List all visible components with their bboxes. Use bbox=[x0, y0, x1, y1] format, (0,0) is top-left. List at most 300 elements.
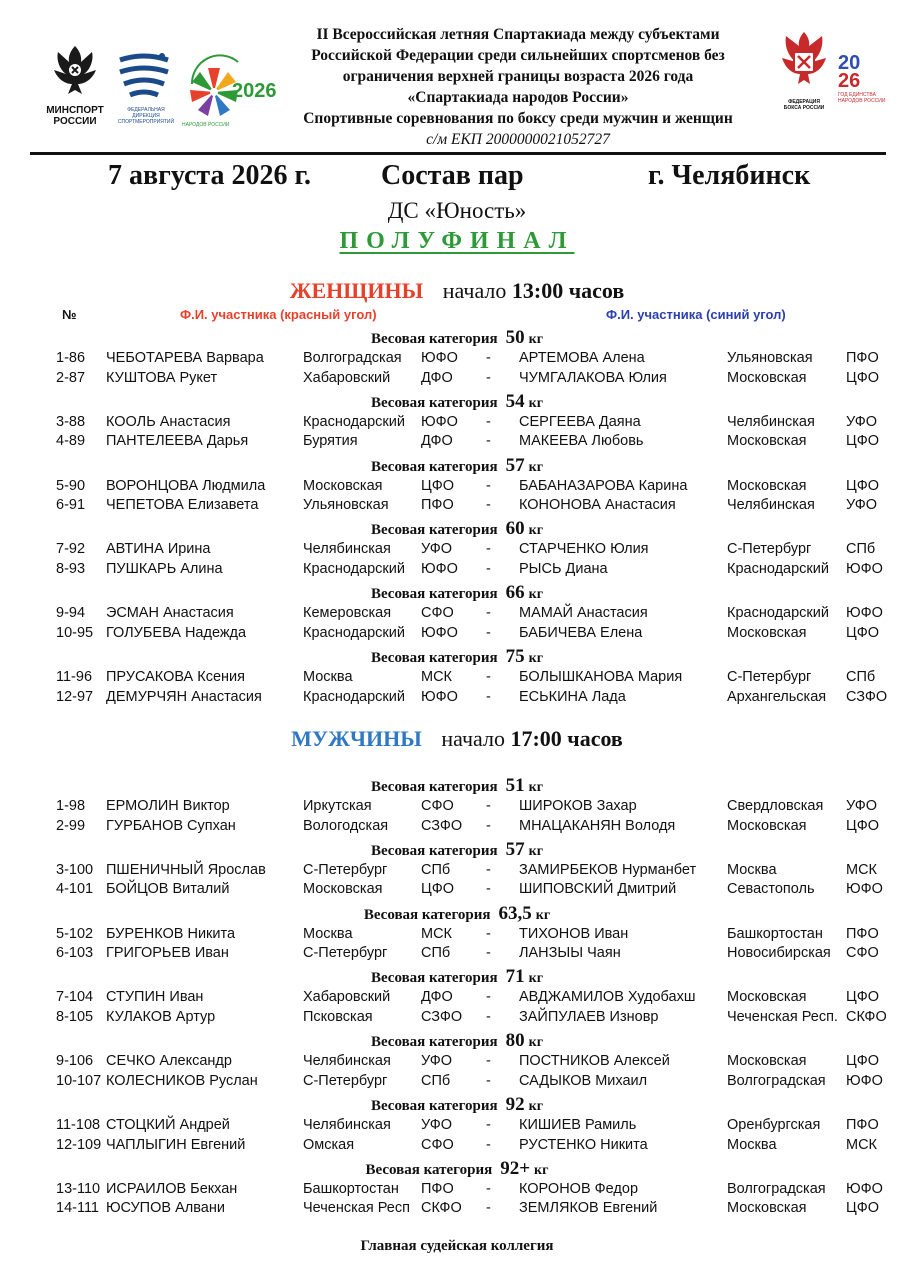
weight-category-heading bbox=[0, 391, 914, 413]
red-corner-region: Омская bbox=[303, 1136, 355, 1153]
blue-corner-region: Краснодарский bbox=[727, 560, 829, 577]
versus-dash: - bbox=[486, 881, 491, 898]
weight-category-heading bbox=[0, 518, 914, 540]
year-2026-logo bbox=[838, 54, 890, 104]
red-corner-district: СФО bbox=[421, 798, 454, 814]
men-start-time: 17:00 часов bbox=[510, 726, 623, 751]
blue-corner-athlete: БОЛЫШКАНОВА Мария bbox=[519, 669, 683, 685]
versus-dash: - bbox=[486, 1180, 491, 1197]
red-corner-district: УФО bbox=[421, 1053, 453, 1070]
weight-category-label: Весовая категория bbox=[370, 458, 498, 475]
blue-corner-athlete: КОНОНОВА Анастасия bbox=[519, 497, 676, 514]
red-corner-region: Московская bbox=[303, 477, 383, 494]
men-title: МУЖЧИНЫ bbox=[291, 726, 422, 751]
red-corner-district: УФО bbox=[421, 1117, 453, 1133]
blue-corner-region: Волгоградская bbox=[727, 1072, 826, 1089]
versus-dash: - bbox=[486, 560, 491, 577]
blue-corner-district: СЗФО bbox=[846, 688, 888, 705]
red-corner-district: ЮФО bbox=[421, 560, 458, 577]
versus-dash: - bbox=[486, 350, 491, 366]
spartakiad-ring-text: НАРОДОВ РОССИИ bbox=[182, 122, 230, 128]
blue-corner-region: Архангельская bbox=[727, 688, 827, 705]
header-line-1: II Всероссийская летняя Спартакиада между субъектами bbox=[316, 26, 720, 43]
weight-value: 60 bbox=[505, 518, 525, 540]
blue-corner-athlete: РЫСЬ Диана bbox=[519, 560, 608, 577]
blue-corner-athlete: СТАРЧЕНКО Юлия bbox=[519, 541, 649, 558]
blue-corner-district: ПФО bbox=[846, 350, 879, 366]
blue-corner-district: ЮФО bbox=[846, 881, 883, 898]
bout-row bbox=[0, 1198, 914, 1218]
versus-dash: - bbox=[486, 861, 491, 878]
red-corner-athlete: ЧЕБОТАРЕВА Варвара bbox=[106, 350, 264, 366]
red-corner-athlete: ГРИГОРЬЕВ Иван bbox=[106, 945, 229, 962]
versus-dash: - bbox=[486, 1053, 491, 1070]
blue-corner-region: Московская bbox=[727, 369, 807, 386]
blue-corner-region: Ульяновская bbox=[727, 350, 813, 366]
event-header bbox=[258, 24, 778, 150]
weight-unit: кг bbox=[534, 1162, 549, 1178]
footer-signature: Главная судейская коллегия bbox=[360, 1238, 554, 1254]
spartakiad-year: 2026 bbox=[232, 80, 277, 102]
bout-number: 12-97 bbox=[56, 688, 94, 705]
event-date: 7 августа 2026 г. bbox=[108, 160, 312, 191]
blue-corner-district: ЦФО bbox=[846, 817, 880, 834]
bout-number: 6-91 bbox=[56, 497, 86, 514]
red-corner-district: ЦФО bbox=[421, 881, 455, 898]
bout-row bbox=[0, 368, 914, 388]
red-corner-region: Краснодарский bbox=[303, 688, 405, 705]
red-corner-athlete: КОЛЕСНИКОВ Руслан bbox=[106, 1072, 258, 1089]
directorate-line2: ДИРЕКЦИЯ bbox=[132, 113, 160, 119]
red-corner-athlete: ЕРМОЛИН Виктор bbox=[106, 798, 230, 814]
weight-category-label: Весовая категория bbox=[370, 1098, 498, 1114]
header-line-3: ограничения верхней границы возраста 2026 года bbox=[342, 68, 694, 85]
red-corner-region: Москва bbox=[303, 669, 353, 685]
versus-dash: - bbox=[486, 497, 491, 514]
blue-corner-athlete: ЗЕМЛЯКОВ Евгений bbox=[519, 1200, 658, 1217]
minsport-logo bbox=[38, 40, 112, 127]
red-corner-athlete: ГУРБАНОВ Супхан bbox=[106, 817, 236, 834]
bout-row bbox=[0, 987, 914, 1007]
red-corner-district: ДФО bbox=[421, 989, 453, 1006]
bout-number: 5-90 bbox=[56, 477, 86, 494]
bout-row bbox=[0, 667, 914, 687]
weight-unit: кг bbox=[528, 843, 544, 859]
weight-value: 92+ bbox=[500, 1157, 531, 1179]
blue-corner-region: Московская bbox=[727, 989, 807, 1006]
red-corner-region: С-Петербург bbox=[303, 945, 388, 962]
bout-row bbox=[0, 687, 914, 707]
red-corner-district: ЮФО bbox=[421, 624, 458, 641]
blue-corner-region: Москва bbox=[727, 1136, 777, 1153]
red-corner-district: СФО bbox=[421, 605, 454, 622]
versus-dash: - bbox=[486, 541, 491, 558]
blue-corner-athlete: ЕСЬКИНА Лада bbox=[519, 688, 626, 705]
men-start-prefix: начало bbox=[441, 726, 505, 751]
year-2026-caption: ГОД ЕДИНСТВА НАРОДОВ РОССИИ bbox=[838, 92, 886, 104]
weight-value: 63,5 bbox=[498, 902, 532, 924]
ekp-code: с/м ЕКП 2000000021052727 bbox=[426, 131, 610, 148]
blue-corner-athlete: МАКЕЕВА Любовь bbox=[519, 433, 644, 450]
blue-corner-region: С-Петербург bbox=[727, 669, 812, 685]
bout-row bbox=[0, 1051, 914, 1071]
bout-number: 8-93 bbox=[56, 560, 86, 577]
bout-number: 2-87 bbox=[56, 369, 86, 386]
red-corner-athlete: ГОЛУБЕВА Надежда bbox=[106, 624, 247, 641]
red-corner-athlete: ПАНТЕЛЕЕВА Дарья bbox=[106, 433, 249, 450]
versus-dash: - bbox=[486, 477, 491, 494]
weight-category-heading bbox=[0, 839, 914, 861]
red-corner-region: Краснодарский bbox=[303, 624, 405, 641]
blue-corner-district: ЦФО bbox=[846, 369, 880, 386]
red-corner-region: Челябинская bbox=[303, 1117, 391, 1133]
weight-unit: кг bbox=[528, 780, 544, 795]
blue-corner-athlete: РУСТЕНКО Никита bbox=[519, 1136, 648, 1153]
header-line-4: «Спартакиада народов России» bbox=[407, 89, 629, 106]
event-city: г. Челябинск bbox=[648, 160, 811, 191]
blue-corner-region: Новосибирская bbox=[727, 945, 831, 962]
weight-category-label: Весовая категория bbox=[370, 779, 498, 795]
bout-row bbox=[0, 623, 914, 643]
federation-line2: БОКСА РОССИИ bbox=[783, 105, 825, 111]
weight-category-label: Весовая категория bbox=[370, 842, 498, 859]
year-2026-line2: 26 bbox=[838, 70, 861, 92]
blue-corner-district: МСК bbox=[846, 1136, 877, 1153]
directorate-line3: СПОРТМЕРОПРИЯТИЙ bbox=[117, 119, 175, 125]
blue-corner-athlete: МАМАЙ Анастасия bbox=[519, 605, 648, 622]
bout-number: 14-111 bbox=[56, 1200, 99, 1217]
red-corner-district: ЮФО bbox=[421, 350, 458, 366]
red-corner-region: Башкортостан bbox=[303, 1180, 399, 1197]
blue-corner-region: Оренбургская bbox=[727, 1117, 821, 1133]
blue-corner-athlete: КИШИЕВ Рамиль bbox=[519, 1117, 637, 1133]
blue-corner-athlete: АРТЕМОВА Алена bbox=[519, 350, 645, 366]
weight-category-heading bbox=[0, 646, 914, 668]
blue-corner-region: Московская bbox=[727, 477, 807, 494]
bout-number: 11-96 bbox=[56, 669, 93, 685]
blue-corner-region: Чеченская Респ. bbox=[727, 1008, 838, 1025]
blue-corner-athlete: АВДЖАМИЛОВ Худобахш bbox=[519, 989, 696, 1006]
versus-dash: - bbox=[486, 1136, 491, 1153]
blue-corner-district: ПФО bbox=[846, 1117, 879, 1133]
red-corner-region: Иркутская bbox=[303, 798, 372, 814]
boxing-federation-logo bbox=[772, 28, 836, 111]
weight-category-label: Весовая категория bbox=[363, 906, 491, 923]
blue-corner-athlete: САДЫКОВ Михаил bbox=[519, 1072, 648, 1089]
versus-dash: - bbox=[486, 688, 491, 705]
weight-category-label: Весовая категория bbox=[370, 331, 498, 347]
weight-value: 54 bbox=[505, 390, 525, 412]
versus-dash: - bbox=[486, 605, 491, 622]
bout-row bbox=[0, 1179, 914, 1199]
blue-corner-district: ЮФО bbox=[846, 605, 883, 622]
directorate-line1: ФЕДЕРАЛЬНАЯ bbox=[127, 107, 165, 113]
blue-corner-athlete: СЕРГЕЕВА Даяна bbox=[519, 413, 641, 430]
weight-unit: кг bbox=[528, 523, 544, 539]
blue-corner-district: ЦФО bbox=[846, 989, 880, 1006]
bout-number: 6-103 bbox=[56, 945, 94, 962]
bout-number: 1-98 bbox=[56, 798, 86, 814]
blue-corner-district: ЦФО bbox=[846, 1200, 880, 1217]
red-corner-athlete: БОЙЦОВ Виталий bbox=[106, 881, 230, 898]
bout-row bbox=[0, 1115, 914, 1135]
red-corner-district: СЗФО bbox=[421, 1008, 463, 1025]
red-corner-athlete: ПУШКАРЬ Алина bbox=[106, 560, 223, 577]
versus-dash: - bbox=[486, 669, 491, 685]
bout-row bbox=[0, 559, 914, 579]
women-title: ЖЕНЩИНЫ bbox=[289, 278, 424, 303]
bout-row bbox=[0, 860, 914, 880]
blue-corner-athlete: ТИХОНОВ Иван bbox=[519, 925, 629, 942]
red-corner-district: ПФО bbox=[421, 1180, 454, 1197]
red-corner-athlete: СТОЦКИЙ Андрей bbox=[106, 1117, 230, 1133]
weight-unit: кг bbox=[528, 971, 544, 987]
blue-corner-region: Московская bbox=[727, 433, 807, 450]
weight-category-label: Весовая категория bbox=[370, 1034, 498, 1051]
weight-category-heading bbox=[0, 903, 914, 925]
red-corner-district: ДФО bbox=[421, 433, 453, 450]
page-title: Состав пар bbox=[381, 160, 524, 191]
header-divider bbox=[30, 152, 886, 155]
weight-category-heading bbox=[0, 582, 914, 604]
blue-corner-district: ПФО bbox=[846, 925, 879, 942]
weight-category-heading bbox=[0, 1094, 914, 1116]
col-red-corner: Ф.И. участника (красный угол) bbox=[180, 307, 377, 322]
bout-number: 11-108 bbox=[56, 1117, 101, 1133]
blue-corner-district: ЦФО bbox=[846, 1053, 880, 1070]
weight-value: 92 bbox=[505, 1094, 525, 1115]
minsport-line2: РОССИИ bbox=[53, 116, 97, 127]
blue-corner-region: Башкортостан bbox=[727, 925, 823, 942]
red-corner-athlete: ИСРАИЛОВ Бекхан bbox=[106, 1180, 238, 1197]
red-corner-region: Челябинская bbox=[303, 541, 391, 558]
versus-dash: - bbox=[486, 624, 491, 641]
stage-title-text: ПОЛУФИНАЛ bbox=[339, 228, 575, 254]
weight-category-heading bbox=[0, 775, 914, 797]
weight-category-label: Весовая категория bbox=[370, 394, 498, 411]
weight-value: 80 bbox=[505, 1030, 525, 1052]
bout-number: 3-88 bbox=[56, 413, 86, 430]
blue-corner-district: УФО bbox=[846, 413, 878, 430]
federation-line1: ФЕДЕРАЦИЯ bbox=[788, 99, 820, 105]
blue-corner-athlete: ЗАМИРБЕКОВ Нурманбет bbox=[519, 861, 697, 878]
red-corner-district: СЗФО bbox=[421, 817, 463, 834]
red-corner-athlete: КООЛЬ Анастасия bbox=[106, 413, 231, 430]
bout-row bbox=[0, 879, 914, 899]
blue-corner-athlete: МНАЦАКАНЯН Володя bbox=[519, 817, 676, 834]
blue-corner-district: УФО bbox=[846, 497, 878, 514]
red-corner-region: С-Петербург bbox=[303, 861, 388, 878]
red-corner-district: СПб bbox=[421, 945, 451, 962]
versus-dash: - bbox=[486, 925, 491, 942]
bout-number: 5-102 bbox=[56, 925, 94, 942]
bout-number: 7-92 bbox=[56, 541, 86, 558]
versus-dash: - bbox=[486, 413, 491, 430]
weight-value: 57 bbox=[505, 454, 525, 476]
bout-row bbox=[0, 348, 914, 368]
versus-dash: - bbox=[486, 1072, 491, 1089]
red-corner-district: МСК bbox=[421, 925, 452, 942]
red-corner-athlete: КУЛАКОВ Артур bbox=[106, 1008, 216, 1025]
red-corner-region: Краснодарский bbox=[303, 560, 405, 577]
weight-category-label: Весовая категория bbox=[370, 970, 498, 987]
versus-dash: - bbox=[486, 817, 491, 834]
versus-dash: - bbox=[486, 433, 491, 450]
bout-row bbox=[0, 924, 914, 944]
red-corner-region: Кемеровская bbox=[303, 605, 392, 622]
red-corner-athlete: КУШТОВА Рукет bbox=[106, 369, 218, 386]
red-corner-district: ДФО bbox=[421, 369, 453, 386]
bout-row bbox=[0, 796, 914, 816]
weight-value: 51 bbox=[505, 775, 525, 796]
blue-corner-region: Челябинская bbox=[727, 497, 815, 514]
bout-row bbox=[0, 431, 914, 451]
blue-corner-region: Москва bbox=[727, 861, 777, 878]
weight-category-label: Весовая категория bbox=[365, 1161, 493, 1178]
red-corner-district: СКФО bbox=[421, 1200, 462, 1217]
red-corner-athlete: БУРЕНКОВ Никита bbox=[106, 925, 236, 942]
versus-dash: - bbox=[486, 1200, 491, 1217]
blue-corner-district: ЦФО bbox=[846, 624, 880, 641]
bout-row bbox=[0, 476, 914, 496]
red-corner-region: Хабаровский bbox=[303, 989, 391, 1006]
versus-dash: - bbox=[486, 945, 491, 962]
col-number: № bbox=[62, 307, 77, 322]
blue-corner-athlete: БАБАНАЗАРОВА Карина bbox=[519, 477, 688, 494]
blue-corner-district: ЦФО bbox=[846, 477, 880, 494]
blue-corner-district: ЮФО bbox=[846, 560, 883, 577]
col-blue-corner: Ф.И. участника (синий угол) bbox=[606, 307, 786, 322]
red-corner-district: ПФО bbox=[421, 497, 454, 514]
red-corner-region: Волгоградская bbox=[303, 350, 402, 366]
versus-dash: - bbox=[486, 1117, 491, 1133]
red-corner-athlete: АВТИНА Ирина bbox=[106, 541, 211, 558]
versus-dash: - bbox=[486, 989, 491, 1006]
weight-category-heading bbox=[0, 966, 914, 988]
red-corner-region: Чеченская Респ bbox=[303, 1200, 410, 1217]
blue-corner-district: МСК bbox=[846, 861, 877, 878]
bout-row bbox=[0, 1007, 914, 1027]
bout-number: 12-109 bbox=[56, 1136, 102, 1153]
weight-unit: кг bbox=[528, 459, 544, 475]
blue-corner-district: СПб bbox=[846, 541, 876, 558]
red-corner-athlete: ЭСМАН Анастасия bbox=[106, 605, 234, 622]
stage-title bbox=[0, 228, 914, 255]
blue-corner-region: Московская bbox=[727, 1200, 807, 1217]
blue-corner-athlete: ЛАНЗЫЫ Чаян bbox=[519, 945, 621, 962]
weight-unit: кг bbox=[528, 651, 544, 666]
year-2026-line1: 20 bbox=[838, 52, 861, 74]
red-corner-athlete: СЕЧКО Александр bbox=[106, 1053, 232, 1070]
red-corner-region: Московская bbox=[303, 881, 383, 898]
header-line-2: Российской Федерации среди сильнейших спортсменов без bbox=[311, 47, 725, 64]
blue-corner-region: Московская bbox=[727, 1053, 807, 1070]
red-corner-region: Псковская bbox=[303, 1008, 373, 1025]
bout-number: 9-106 bbox=[56, 1053, 94, 1070]
weight-category-label: Весовая категория bbox=[370, 586, 498, 603]
weight-category-heading bbox=[0, 455, 914, 477]
red-corner-district: ЦФО bbox=[421, 477, 455, 494]
blue-corner-region: С-Петербург bbox=[727, 541, 812, 558]
weight-unit: кг bbox=[528, 1035, 544, 1051]
weight-value: 50 bbox=[505, 327, 525, 348]
blue-corner-district: УФО bbox=[846, 798, 878, 814]
blue-corner-athlete: БАБИЧЕВА Елена bbox=[519, 624, 643, 641]
versus-dash: - bbox=[486, 1008, 491, 1025]
weight-unit: кг bbox=[528, 395, 544, 411]
blue-corner-district: ЦФО bbox=[846, 433, 880, 450]
men-section-heading bbox=[0, 726, 914, 752]
bout-number: 8-105 bbox=[56, 1008, 94, 1025]
blue-corner-athlete: ШИПОВСКИЙ Дмитрий bbox=[519, 881, 677, 898]
red-corner-athlete: ВОРОНЦОВА Людмила bbox=[106, 477, 266, 494]
red-corner-district: СФО bbox=[421, 1136, 454, 1153]
weight-category-heading bbox=[0, 327, 914, 349]
weight-value: 57 bbox=[505, 838, 525, 860]
blue-corner-district: СФО bbox=[846, 945, 879, 962]
red-corner-athlete: ЧЕПЕТОВА Елизавета bbox=[106, 497, 259, 514]
red-corner-region: Челябинская bbox=[303, 1053, 391, 1070]
red-corner-district: ЮФО bbox=[421, 413, 458, 430]
weight-unit: кг bbox=[528, 332, 544, 347]
blue-corner-district: СПб bbox=[846, 669, 876, 685]
blue-corner-region: Московская bbox=[727, 817, 807, 834]
minsport-line1: МИНСПОРТ bbox=[46, 105, 104, 116]
red-corner-region: С-Петербург bbox=[303, 1072, 388, 1089]
bout-row bbox=[0, 603, 914, 623]
weight-category-heading bbox=[0, 1158, 914, 1180]
directorate-logo bbox=[114, 52, 178, 125]
blue-corner-region: Волгоградская bbox=[727, 1180, 826, 1197]
blue-corner-athlete: ЗАЙПУЛАЕВ Изновр bbox=[519, 1008, 659, 1025]
blue-corner-region: Краснодарский bbox=[727, 605, 829, 622]
bout-number: 10-95 bbox=[56, 624, 94, 641]
weight-unit: кг bbox=[528, 1099, 544, 1114]
red-corner-district: МСК bbox=[421, 669, 452, 685]
weight-unit: кг bbox=[535, 907, 551, 923]
red-corner-district: СПб bbox=[421, 861, 451, 878]
bout-number: 3-100 bbox=[56, 861, 94, 878]
red-corner-athlete: ПШЕНИЧНЫЙ Ярослав bbox=[106, 861, 266, 878]
red-corner-athlete: ЮСУПОВ Алвани bbox=[106, 1200, 225, 1217]
header-line-5: Спортивные соревнования по боксу среди мужчин и женщин bbox=[303, 110, 733, 127]
bout-row bbox=[0, 412, 914, 432]
bout-number: 2-99 bbox=[56, 817, 86, 834]
blue-corner-district: ЮФО bbox=[846, 1072, 883, 1089]
blue-corner-district: ЮФО bbox=[846, 1180, 883, 1197]
red-corner-athlete: СТУПИН Иван bbox=[106, 989, 204, 1006]
weight-value: 66 bbox=[505, 582, 525, 604]
women-section-heading bbox=[0, 278, 914, 304]
weight-category-label: Весовая категория bbox=[370, 650, 498, 666]
red-corner-region: Ульяновская bbox=[303, 497, 389, 514]
spartakiad-logo bbox=[180, 50, 277, 135]
red-corner-region: Бурятия bbox=[303, 433, 358, 450]
red-corner-district: ЮФО bbox=[421, 688, 458, 705]
blue-corner-region: Московская bbox=[727, 624, 807, 641]
versus-dash: - bbox=[486, 369, 491, 386]
weight-value: 71 bbox=[505, 966, 525, 988]
women-start-prefix: начало bbox=[442, 278, 507, 303]
weight-unit: кг bbox=[528, 587, 544, 603]
bout-number: 9-94 bbox=[56, 605, 86, 622]
red-corner-athlete: ЧАПЛЫГИН Евгений bbox=[106, 1136, 246, 1153]
bout-number: 1-86 bbox=[56, 350, 86, 366]
federation-eagle-icon bbox=[772, 28, 836, 94]
red-corner-region: Хабаровский bbox=[303, 369, 391, 386]
bout-number: 4-89 bbox=[56, 433, 86, 450]
bout-row bbox=[0, 539, 914, 559]
